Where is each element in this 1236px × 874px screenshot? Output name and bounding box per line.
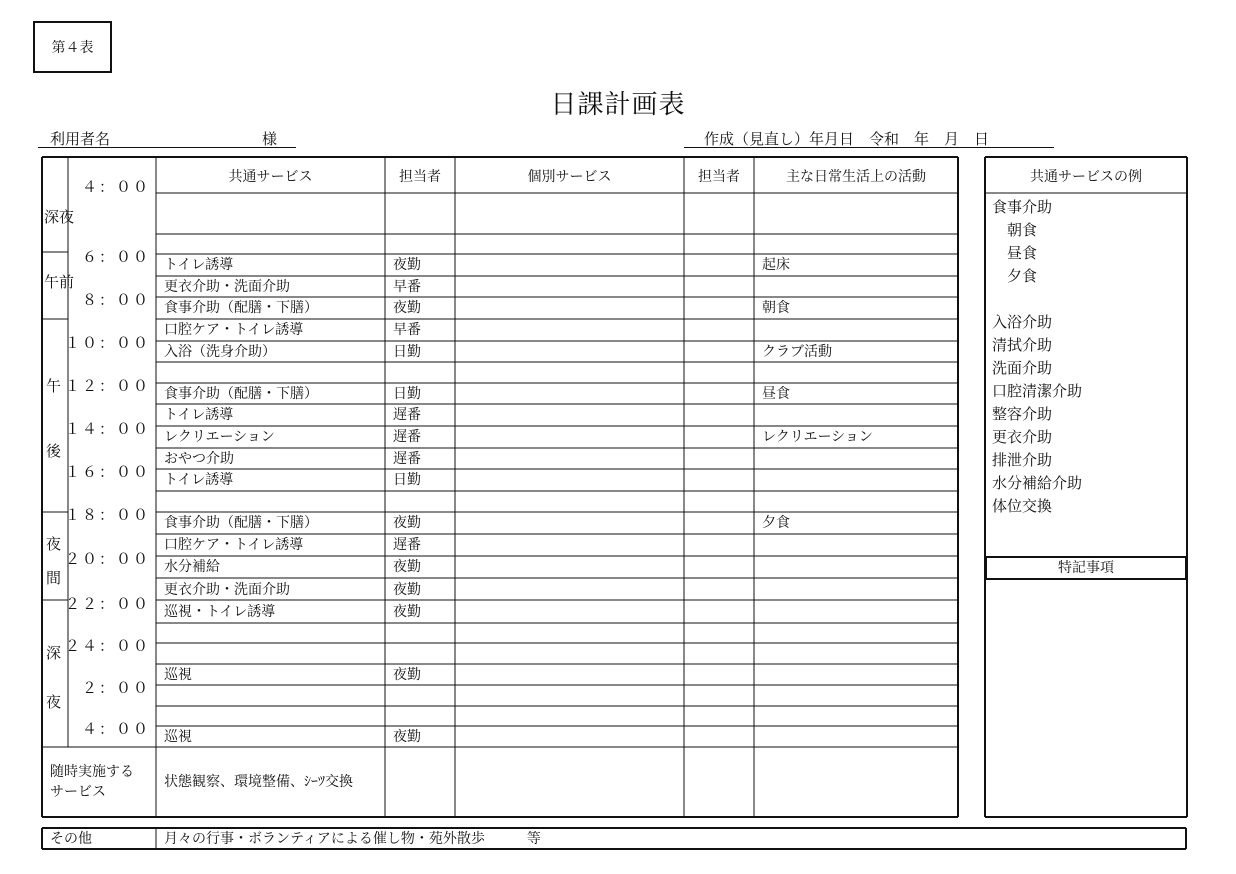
time-label: １０：００ (64, 334, 150, 352)
period-evening-1: 夜 (46, 535, 62, 553)
example-item: 夕食 (992, 267, 1038, 285)
time-label: １４：００ (64, 420, 150, 438)
row-common-service: 入浴（洗身介助） (164, 344, 276, 360)
row-common-service: 更衣介助・洗面介助 (164, 582, 290, 598)
col-header-common-service: 共通サービス (228, 169, 313, 185)
row-common-service: 更衣介助・洗面介助 (164, 279, 290, 295)
examples-list (992, 196, 1082, 518)
row-activity: 朝食 (762, 300, 790, 316)
row-common-service: トイレ誘導 (164, 472, 234, 488)
row-common-service: トイレ誘導 (164, 257, 234, 273)
row-common-service: おやつ介助 (164, 451, 234, 467)
period-afternoon-2: 後 (46, 442, 62, 460)
period-evening-2: 間 (46, 569, 62, 587)
row-staff: 夜勤 (393, 515, 421, 531)
ad-hoc-service: 状態観察、環境整備、ｼｰﾂ交換 (164, 774, 353, 790)
time-label: ２０：００ (64, 550, 150, 568)
period-morning: 午前 (44, 273, 75, 291)
notes-header: 特記事項 (985, 556, 1187, 580)
example-item (992, 288, 1082, 311)
other-label: その他 (50, 831, 92, 847)
row-staff: 日勤 (393, 344, 421, 360)
row-activity: 夕食 (762, 515, 790, 531)
period-afternoon-1: 午 (46, 377, 62, 395)
row-common-service: 巡視 (164, 729, 192, 745)
row-activity: レクリエーション (762, 429, 873, 445)
example-item: 昼食 (992, 244, 1038, 262)
row-staff: 夜勤 (393, 729, 421, 745)
example-item: 清拭介助 (992, 336, 1053, 354)
user-name-suffix: 様 (262, 130, 278, 148)
row-staff: 夜勤 (393, 582, 421, 598)
row-common-service: 水分補給 (164, 559, 220, 575)
time-label: ６：００ (81, 248, 150, 266)
row-activity: 起床 (762, 257, 790, 273)
user-name-label: 利用者名 (50, 130, 111, 148)
example-item: 体位交換 (992, 497, 1053, 515)
row-staff: 早番 (393, 322, 421, 338)
row-staff: 夜勤 (393, 257, 421, 273)
row-common-service: 口腔ケア・トイレ誘導 (164, 322, 304, 338)
time-label: １２：００ (64, 377, 150, 395)
row-staff: 遅番 (393, 407, 421, 423)
period-late-night-1: 深夜 (44, 208, 75, 226)
form-number: 第４表 (33, 21, 112, 73)
col-header-individual-service: 個別サービス (527, 169, 612, 185)
time-label: ４：００ (81, 720, 150, 738)
example-item: 入浴介助 (992, 313, 1053, 331)
example-item: 整容介助 (992, 405, 1053, 423)
col-header-daily-activity: 主な日常生活上の活動 (786, 169, 926, 185)
row-staff: 遅番 (393, 429, 421, 445)
col-header-staff: 担当者 (399, 169, 441, 185)
period-late-night-2a: 深 (46, 644, 62, 662)
example-item: 洗面介助 (992, 359, 1053, 377)
row-common-service: レクリエーション (164, 429, 275, 445)
time-label: ２：００ (81, 679, 150, 697)
example-item: 水分補給介助 (992, 474, 1083, 492)
row-common-service: 巡視・トイレ誘導 (164, 604, 276, 620)
row-activity: 昼食 (762, 386, 790, 402)
example-item: 口腔清潔介助 (992, 382, 1083, 400)
time-label: ８：００ (81, 291, 150, 309)
time-label: １６：００ (64, 463, 150, 481)
row-common-service: 食事介助（配膳・下膳） (164, 515, 318, 531)
row-staff: 遅番 (393, 451, 421, 467)
document-title: 日課計画表 (550, 90, 686, 120)
ad-hoc-label-line1: 随時実施する (50, 764, 134, 780)
time-label: ２２：００ (64, 595, 150, 613)
time-label: ２４：００ (64, 637, 150, 655)
col-header-staff-individual: 担当者 (698, 169, 740, 185)
time-label: ４：００ (81, 178, 150, 196)
example-item: 朝食 (992, 221, 1038, 239)
time-label: １８：００ (64, 506, 150, 524)
row-common-service: 巡視 (164, 667, 192, 683)
period-late-night-2b: 夜 (46, 693, 62, 711)
row-common-service: 食事介助（配膳・下膳） (164, 300, 318, 316)
row-staff: 夜勤 (393, 604, 421, 620)
row-staff: 遅番 (393, 537, 421, 553)
row-staff: 夜勤 (393, 300, 421, 316)
row-common-service: 口腔ケア・トイレ誘導 (164, 537, 304, 553)
row-activity: クラブ活動 (762, 344, 832, 360)
row-staff: 日勤 (393, 472, 421, 488)
other-text: 月々の行事・ボランティアによる催し物・苑外散歩 等 (164, 831, 541, 847)
row-common-service: トイレ誘導 (164, 407, 234, 423)
ad-hoc-label-line2: サービス (50, 784, 106, 800)
row-staff: 日勤 (393, 386, 421, 402)
example-item: 更衣介助 (992, 428, 1053, 446)
row-staff: 夜勤 (393, 667, 421, 683)
row-common-service: 食事介助（配膳・下膳） (164, 386, 318, 402)
created-date-label: 作成（見直し）年月日 令和 年 月 日 (704, 130, 990, 148)
row-staff: 早番 (393, 279, 421, 295)
example-item: 食事介助 (992, 198, 1053, 216)
examples-header: 共通サービスの例 (1030, 169, 1142, 185)
row-staff: 夜勤 (393, 559, 421, 575)
example-item: 排泄介助 (992, 451, 1053, 469)
